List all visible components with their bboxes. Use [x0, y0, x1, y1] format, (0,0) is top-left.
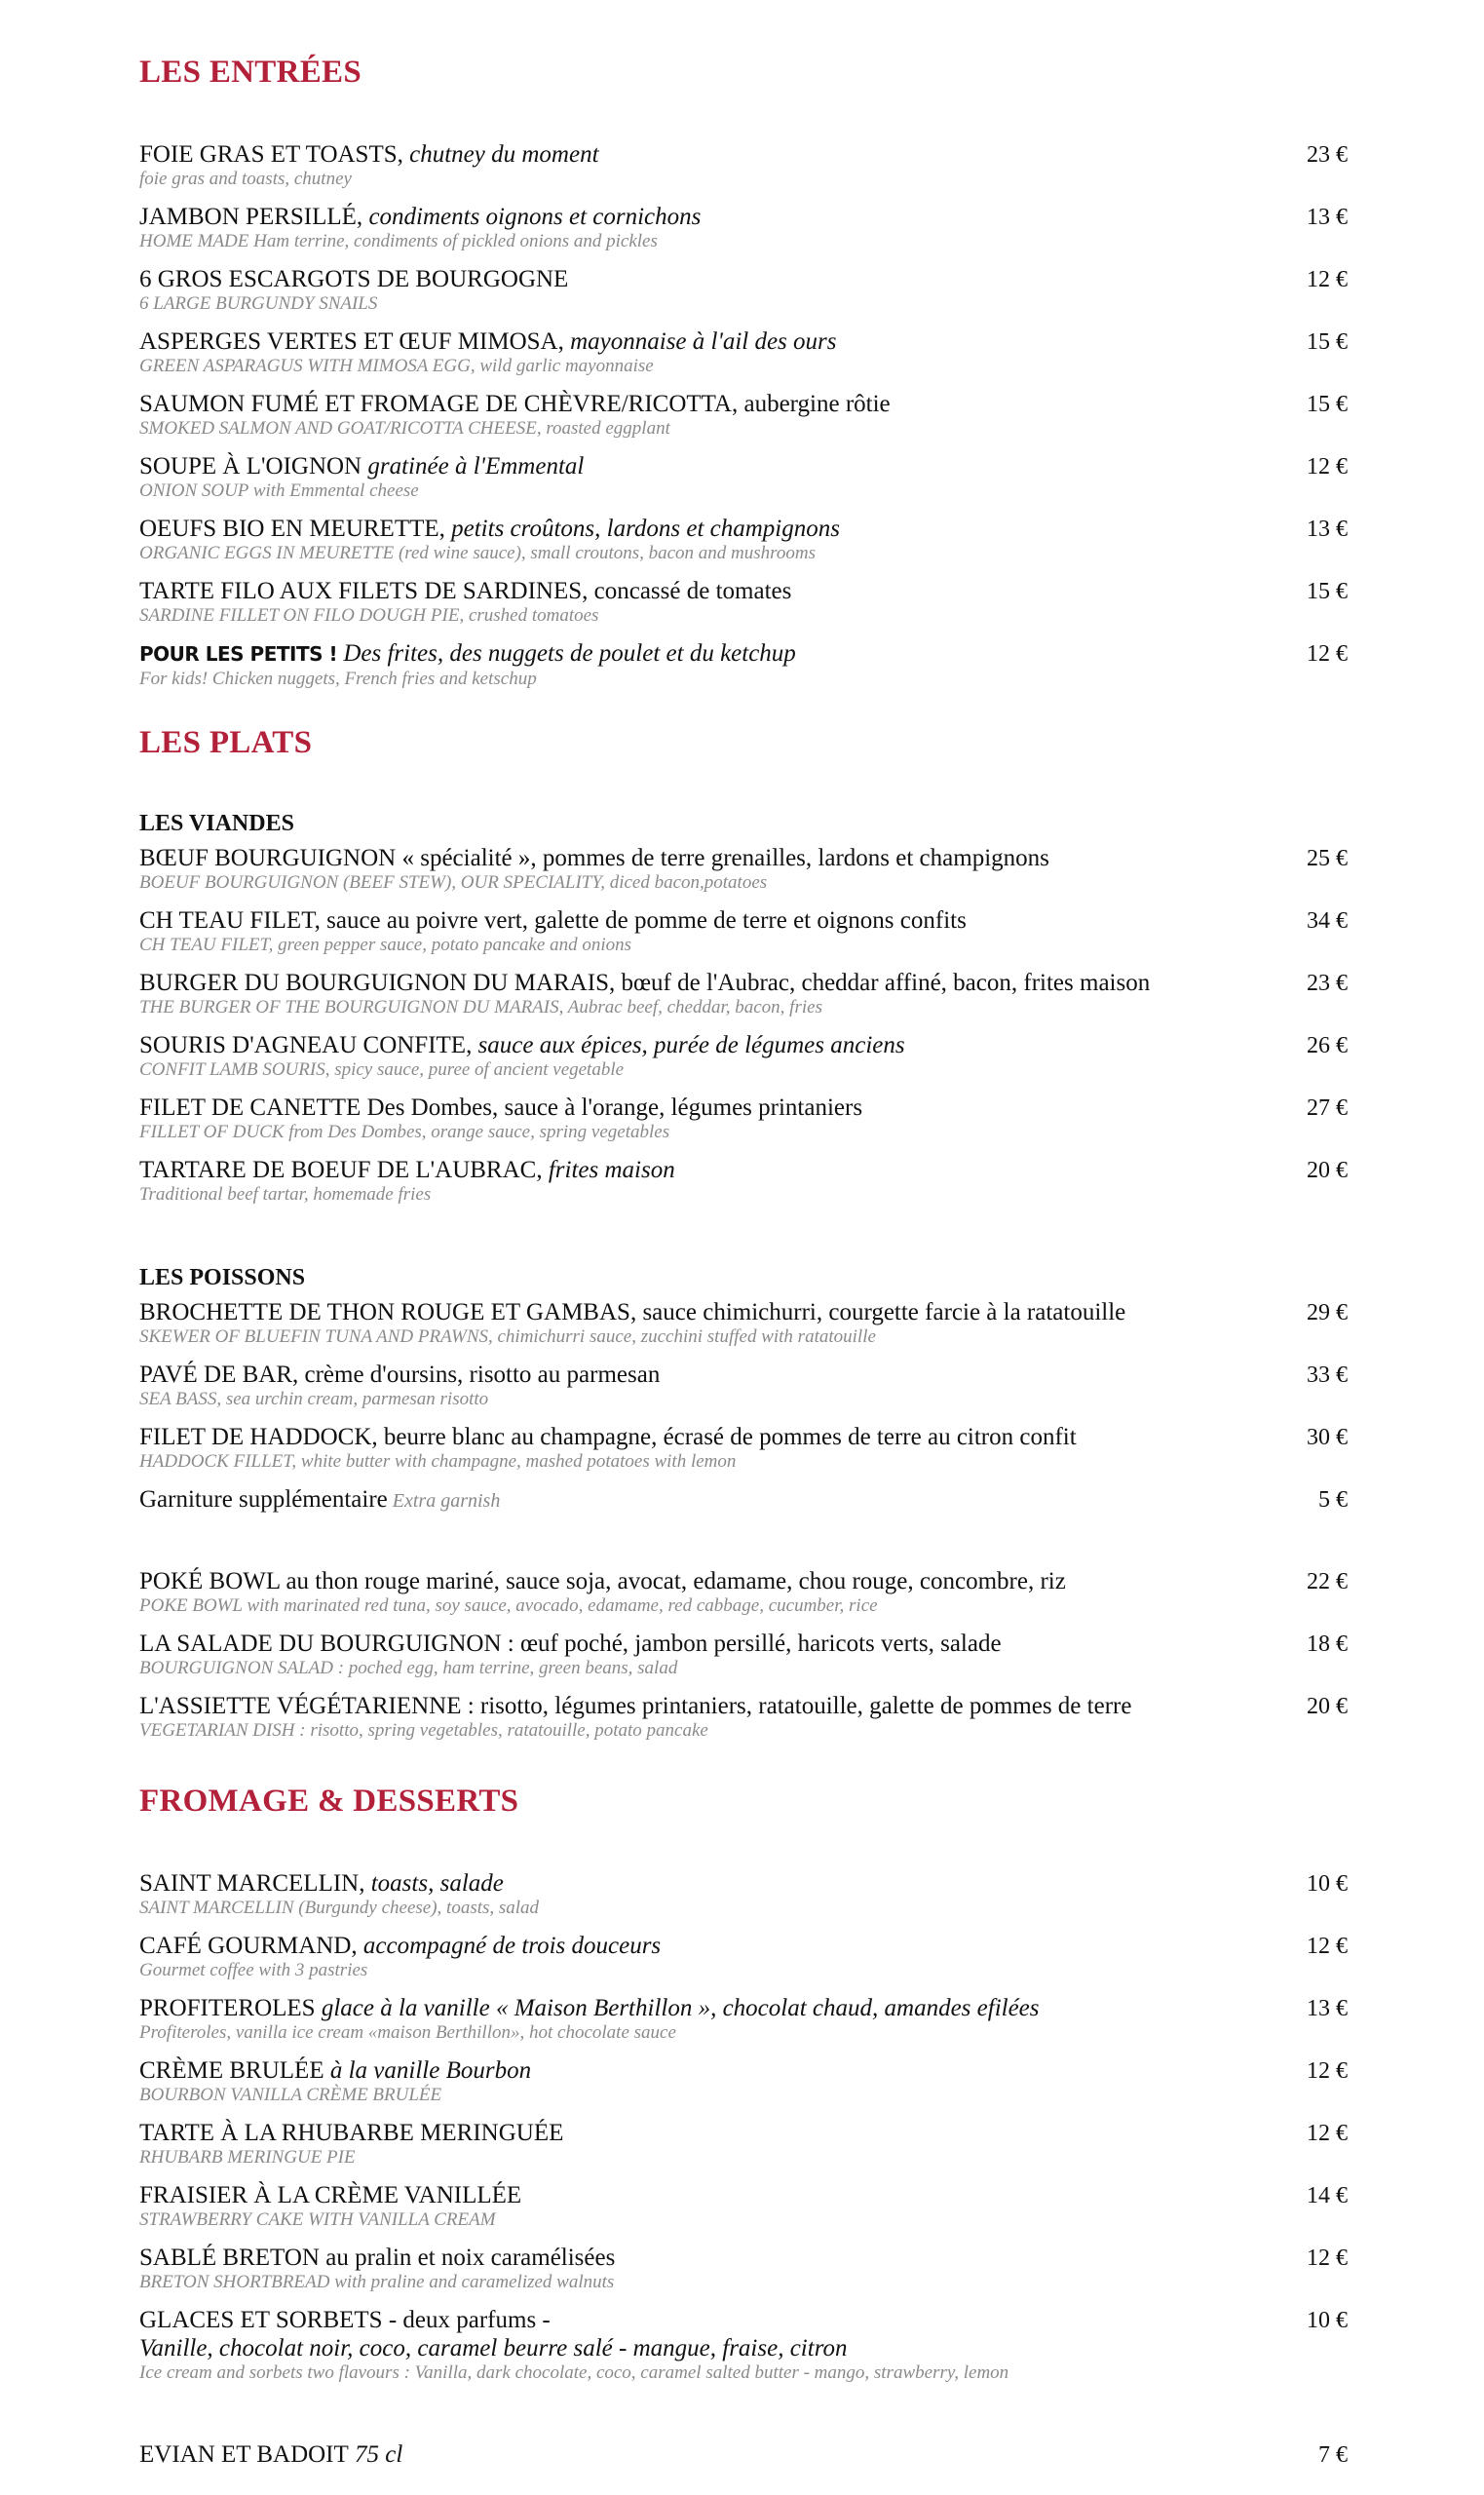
item-name: BURGER DU BOURGUIGNON DU MARAIS, [139, 970, 616, 996]
item-price: 13 € [1307, 517, 1348, 542]
menu-item [139, 1567, 1348, 1617]
item-price: 7 € [1318, 2442, 1348, 2468]
item-price: 23 € [1307, 971, 1348, 996]
item-row [139, 2181, 1348, 2209]
menu-item [139, 390, 1348, 440]
item-english: ONION SOUP with Emmental cheese [139, 480, 419, 501]
entrees-list [139, 140, 1348, 703]
item-price: 33 € [1307, 1363, 1348, 1388]
item-desc: : œuf poché, jambon persillé, haricots verts, salade [501, 1631, 1002, 1657]
item-line [139, 1298, 1125, 1326]
item-row [139, 844, 1348, 872]
item-english: BOURGUIGNON SALAD : poched egg, ham terrine, green beans, salad [139, 1658, 678, 1678]
item-price: 15 € [1307, 579, 1348, 604]
item-price: 10 € [1307, 1871, 1348, 1897]
item-line [139, 2056, 531, 2085]
item-price: 29 € [1307, 1300, 1348, 1325]
menu-item [139, 2244, 1348, 2293]
item-desc: concassé de tomates [588, 578, 792, 604]
item-english: 6 LARGE BURGUNDY SNAILS [139, 293, 378, 314]
item-price: 12 € [1307, 2058, 1348, 2084]
item-price: 12 € [1307, 1934, 1348, 1959]
item-price: 27 € [1307, 1095, 1348, 1121]
menu-item [139, 2056, 1348, 2106]
item-name: SAUMON FUMÉ ET FROMAGE DE CHÈVRE/RICOTTA, [139, 391, 739, 417]
item-line [139, 1567, 1066, 1595]
item-english: ORGANIC EGGS IN MEURETTE (red wine sauce), small croutons, bacon and mushrooms [139, 543, 816, 563]
item-price: 13 € [1307, 205, 1348, 230]
viandes-list [139, 844, 1348, 1218]
item-name: SOURIS D'AGNEAU CONFITE, [139, 1032, 473, 1058]
item-desc: sauce au poivre vert, galette de pomme de terre et oignons confits [320, 907, 967, 934]
item-desc: chutney du moment [402, 141, 599, 168]
item-row [139, 1361, 1348, 1389]
item-row [139, 1932, 1348, 1960]
item-name: JAMBON PERSILLÉ, [139, 204, 363, 230]
item-desc: : risotto, légumes printaniers, ratatouille, galette de pommes de terre [461, 1693, 1132, 1719]
menu-item [139, 203, 1348, 252]
item-price: 25 € [1307, 846, 1348, 871]
item-line [139, 327, 837, 356]
item-row [139, 2119, 1348, 2147]
item-name: LA SALADE DU BOURGUIGNON [139, 1631, 502, 1657]
item-name: POKÉ BOWL [139, 1568, 281, 1594]
menu-item [139, 1692, 1348, 1742]
item-name: FRAISIER À LA CRÈME VANILLÉE [139, 2182, 522, 2208]
menu-item [139, 844, 1348, 894]
item-name: EVIAN ET BADOIT [139, 2441, 349, 2468]
item-price: 30 € [1307, 1425, 1348, 1450]
item-price: 12 € [1307, 641, 1348, 667]
item-english: GREEN ASPARAGUS WITH MIMOSA EGG, wild garlic mayonnaise [139, 356, 654, 376]
item-line2: Vanille, chocolat noir, coco, caramel beurre salé - mangue, fraise, citron [139, 2335, 848, 2361]
item-desc: petits croûtons, lardons et champignons [444, 516, 840, 542]
desserts-list [139, 1869, 1348, 2397]
item-row [139, 1156, 1348, 1184]
menu-item [139, 1630, 1348, 1679]
menu-item [139, 1485, 1348, 1516]
item-name: SOUPE À L'OIGNON [139, 453, 362, 480]
item-name: FOIE GRAS ET TOASTS, [139, 141, 403, 168]
menu-item [139, 577, 1348, 627]
item-desc: Des Dombes, sauce à l'orange, légumes printaniers [361, 1094, 863, 1121]
item-name: 6 GROS ESCARGOTS DE BOURGOGNE [139, 266, 569, 292]
item-price: 20 € [1307, 1694, 1348, 1719]
item-row [139, 577, 1348, 605]
poissons-list [139, 1298, 1348, 1528]
item-desc: condiments oignons et cornichons [362, 204, 702, 230]
item-row [139, 639, 1348, 669]
item-line [139, 1932, 661, 1960]
menu-item-water [139, 2440, 1348, 2469]
item-english: HADDOCK FILLET, white butter with champagne, mashed potatoes with lemon [139, 1451, 737, 1472]
item-desc: au pralin et noix caramélisées [319, 2245, 616, 2271]
item-row [139, 327, 1348, 356]
item-name: TARTE FILO AUX FILETS DE SARDINES, [139, 578, 589, 604]
item-desc: beurre blanc au champagne, écrasé de pommes de terre au citron confit [377, 1424, 1077, 1450]
item-english: Traditional beef tartar, homemade fries [139, 1184, 432, 1205]
item-row [139, 515, 1348, 543]
item-price: 10 € [1307, 2308, 1348, 2333]
item-english: BRETON SHORTBREAD with praline and caramelized walnuts [139, 2272, 615, 2292]
item-line [139, 1094, 862, 1122]
section-title-entrees: LES ENTRÉES [139, 55, 361, 90]
item-row [139, 203, 1348, 231]
item-price: 12 € [1307, 2246, 1348, 2271]
item-price: 12 € [1307, 454, 1348, 480]
item-price: 22 € [1307, 1569, 1348, 1594]
menu-item [139, 2306, 1348, 2384]
item-desc: crème d'oursins, risotto au parmesan [298, 1362, 661, 1388]
menu-item [139, 969, 1348, 1018]
item-english: SEA BASS, sea urchin cream, parmesan risotto [139, 1389, 489, 1409]
item-row [139, 2244, 1348, 2272]
item-name: L'ASSIETTE VÉGÉTARIENNE [139, 1693, 462, 1719]
item-name: GLACES ET SORBETS - [139, 2307, 398, 2333]
item-line [139, 639, 796, 669]
item-desc: bœuf de l'Aubrac, cheddar affiné, bacon, frites maison [615, 970, 1151, 996]
menu-item [139, 2119, 1348, 2169]
menu-item [139, 2181, 1348, 2231]
item-row [139, 1630, 1348, 1658]
item-desc: à la vanille Bourbon [323, 2057, 532, 2084]
item-row [139, 1298, 1348, 1326]
item-name: FILET DE CANETTE [139, 1094, 361, 1121]
item-line [139, 844, 1049, 872]
item-name: TARTE À LA RHUBARBE MERINGUÉE [139, 2120, 564, 2146]
item-line [139, 140, 599, 169]
subsection-title-poissons: LES POISSONS [139, 1265, 306, 1290]
item-row [139, 1423, 1348, 1451]
item-name: Garniture supplémentaire [139, 1486, 388, 1513]
menu-item [139, 1156, 1348, 1206]
section-title-desserts: FROMAGE & DESSERTS [139, 1784, 519, 1819]
item-row [139, 906, 1348, 935]
item-row [139, 2056, 1348, 2085]
item-line [139, 1692, 1131, 1720]
menu-item [139, 140, 1348, 190]
item-english: BOEUF BOURGUIGNON (BEEF STEW), OUR SPECIALITY, diced bacon,potatoes [139, 872, 768, 893]
item-name: PAVÉ DE BAR, [139, 1362, 299, 1388]
item-row [139, 390, 1348, 418]
menu-item [139, 1094, 1348, 1143]
item-desc: gratinée à l'Emmental [361, 453, 585, 480]
menu-item [139, 639, 1348, 690]
menu-item [139, 1361, 1348, 1410]
item-price: 12 € [1307, 267, 1348, 292]
item-line [139, 2119, 563, 2147]
item-price: 26 € [1307, 1033, 1348, 1058]
item-english: CONFIT LAMB SOURIS, spicy sauce, puree of ancient vegetable [139, 1059, 625, 1080]
kids-label: POUR LES PETITS ! [139, 642, 338, 666]
item-price: 15 € [1307, 392, 1348, 417]
menu-item [139, 1031, 1348, 1081]
item-price: 18 € [1307, 1631, 1348, 1657]
item-name: PROFITEROLES [139, 1995, 316, 2021]
item-row [139, 1485, 1348, 1516]
item-english: Ice cream and sorbets two flavours : Vanilla, dark chocolate, coco, caramel salted butter - mango, strawberry, lemon [139, 2362, 1009, 2383]
item-name: CAFÉ GOURMAND, [139, 1933, 358, 1959]
item-row [139, 2306, 1348, 2334]
item-line [139, 203, 701, 231]
item-desc: frites maison [542, 1157, 675, 1183]
item-line [139, 1994, 1040, 2022]
item-row [139, 265, 1348, 293]
subsection-title-viandes: LES VIANDES [139, 811, 294, 836]
item-line [139, 1869, 504, 1898]
item-row [139, 1869, 1348, 1898]
item-english: SKEWER OF BLUEFIN TUNA AND PRAWNS, chimichurri sauce, zucchini stuffed with ratatouille [139, 1326, 876, 1347]
item-desc: au thon rouge mariné, sauce soja, avocat, edamame, chou rouge, concombre, riz [280, 1568, 1066, 1594]
menu-item [139, 906, 1348, 956]
item-name: BROCHETTE DE THON ROUGE ET GAMBAS, [139, 1299, 637, 1325]
item-english: For kids! Chicken nuggets, French fries and ketschup [139, 669, 537, 689]
item-desc: sauce chimichurri, courgette farcie à la ratatouille [636, 1299, 1126, 1325]
item-line [139, 1156, 675, 1184]
item-english: Profiteroles, vanilla ice cream «maison Berthillon», hot chocolate sauce [139, 2022, 676, 2043]
item-row [139, 452, 1348, 480]
item-row [139, 140, 1348, 169]
item-english: SARDINE FILLET ON FILO DOUGH PIE, crushed tomatoes [139, 605, 599, 626]
item-name: FILET DE HADDOCK, [139, 1424, 378, 1450]
item-price: 13 € [1307, 1996, 1348, 2021]
item-extra: Extra garnish [387, 1490, 501, 1512]
item-desc: toasts, salade [364, 1870, 504, 1897]
item-line [139, 1031, 905, 1059]
item-line [139, 1361, 660, 1389]
item-english: BOURBON VANILLA CRÈME BRULÉE [139, 2085, 442, 2105]
item-english: CH TEAU FILET, green pepper sauce, potato pancake and onions [139, 935, 632, 955]
item-english: Gourmet coffee with 3 pastries [139, 1960, 368, 1980]
item-row [139, 1031, 1348, 1059]
item-english: RHUBARB MERINGUE PIE [139, 2147, 356, 2168]
item-desc: aubergine rôtie [738, 391, 891, 417]
item-english: FILLET OF DUCK from Des Dombes, orange sauce, spring vegetables [139, 1122, 670, 1142]
menu-item [139, 452, 1348, 502]
bowls-list [139, 1567, 1348, 1754]
item-name: ASPERGES VERTES ET ŒUF MIMOSA, [139, 328, 564, 355]
menu-item [139, 1869, 1348, 1919]
item-line [139, 1485, 500, 1516]
item-name: BŒUF BOURGUIGNON [139, 845, 397, 871]
item-line [139, 390, 891, 418]
item-price: 14 € [1307, 2183, 1348, 2208]
item-price: 34 € [1307, 908, 1348, 934]
item-line [139, 906, 967, 935]
item-line [139, 1423, 1077, 1451]
item-desc: « spécialité », pommes de terre grenailles, lardons et champignons [396, 845, 1049, 871]
item-english: VEGETARIAN DISH : risotto, spring vegetables, ratatouille, potato pancake [139, 1720, 708, 1741]
item-line [139, 577, 791, 605]
item-english: SAINT MARCELLIN (Burgundy cheese), toasts, salad [139, 1898, 540, 1918]
item-line [139, 2181, 521, 2209]
item-line [139, 1630, 1002, 1658]
item-name: SABLÉ BRETON [139, 2245, 320, 2271]
item-price: 12 € [1307, 2121, 1348, 2146]
menu-item [139, 1298, 1348, 1348]
item-price: 15 € [1307, 329, 1348, 355]
item-english: HOME MADE Ham terrine, condiments of pickled onions and pickles [139, 231, 658, 251]
item-name: CH TEAU FILET, [139, 907, 321, 934]
item-line [139, 452, 584, 480]
item-name: SAINT MARCELLIN, [139, 1870, 365, 1897]
item-name: OEUFS BIO EN MEURETTE, [139, 516, 445, 542]
menu-item [139, 1423, 1348, 1473]
item-row [139, 1567, 1348, 1595]
item-desc: 75 cl [348, 2441, 403, 2468]
item-row [139, 1692, 1348, 1720]
item-desc: glace à la vanille « Maison Berthillon », chocolat chaud, amandes efilées [315, 1995, 1040, 2021]
item-desc: mayonnaise à l'ail des ours [563, 328, 837, 355]
item-row [139, 969, 1348, 997]
item-desc: accompagné de trois douceurs [357, 1933, 662, 1959]
item-line [139, 515, 840, 543]
item-desc: Des frites, des nuggets de poulet et du ketchup [337, 640, 796, 667]
menu-item [139, 327, 1348, 377]
item-english: SMOKED SALMON AND GOAT/RICOTTA CHEESE, roasted eggplant [139, 418, 670, 439]
menu-item [139, 1932, 1348, 1981]
item-name: CRÈME BRULÉE [139, 2057, 324, 2084]
menu-item [139, 515, 1348, 564]
item-line [139, 265, 568, 293]
item-price: 23 € [1307, 142, 1348, 168]
item-row [139, 1094, 1348, 1122]
item-line [139, 969, 1150, 997]
menu-item [139, 265, 1348, 315]
item-price: 20 € [1307, 1158, 1348, 1183]
item-price: 5 € [1318, 1487, 1348, 1513]
item-desc: sauce aux épices, purée de légumes anciens [472, 1032, 905, 1058]
menu-item [139, 1994, 1348, 2044]
item-name: TARTARE DE BOEUF DE L'AUBRAC, [139, 1157, 543, 1183]
item-desc: deux parfums - [397, 2307, 551, 2333]
item-line [139, 2244, 615, 2272]
item-english: POKE BOWL with marinated red tuna, soy sauce, avocado, edamame, red cabbage, cucumber, rice [139, 1595, 878, 1616]
section-title-plats: LES PLATS [139, 725, 313, 760]
item-english: THE BURGER OF THE BOURGUIGNON DU MARAIS, Aubrac beef, cheddar, bacon, fries [139, 997, 822, 1017]
item-row [139, 1994, 1348, 2022]
item-line [139, 2306, 551, 2334]
item-english: STRAWBERRY CAKE WITH VANILLA CREAM [139, 2209, 496, 2230]
item-english: foie gras and toasts, chutney [139, 169, 352, 189]
